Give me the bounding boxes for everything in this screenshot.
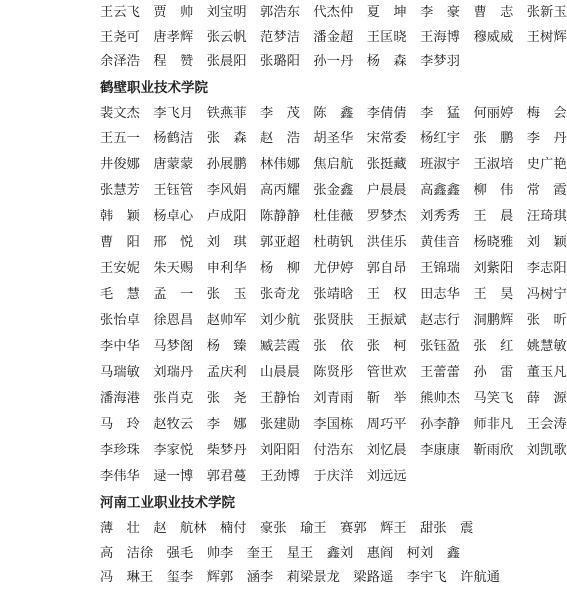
name-line: 裴文杰 李飞月 铁燕菲 李 茂 陈 鑫 李倩倩 李 猛 何丽婷 梅 会	[100, 106, 567, 121]
name-line: 潘海港 张肖克 张 尧 王静怡 刘青雨 靳 举 熊帅杰 马笑飞 薛 源	[100, 391, 567, 406]
name-line: 李伟华 逯一博 郭君蔓 王劲博 于庆洋 刘远远	[100, 469, 407, 484]
section-title-henan: 河南工业职业技术学院	[100, 495, 235, 511]
name-line: 张慧芳 王钰管 李风娟 高丙耀 张金鑫 户晨晨 高鑫鑫 柳 伟 常 霞	[100, 183, 567, 198]
name-line: 井俊娜 唐蒙蒙 孙展鹏 林伟娜 焦启航 张挺藏 班淑宇 王淑培 史广艳	[100, 157, 567, 172]
name-line: 韩 颖 杨卓心 卢成阳 陈静静 杜佳薇 罗梦杰 刘秀秀 王 晨 汪琦琪	[100, 209, 567, 224]
name-line: 马 玲 赵牧云 李 娜 张建勋 李国栋 周巧平 孙李静 师非凡 王会涛	[100, 417, 567, 432]
name-line: 薄 壮 赵 航林 楠付 豪张 瑜王 赛郭 辉王 甜张 震	[100, 521, 474, 536]
name-line: 余泽浩 程 赞 张晨阳 张璐阳 孙一丹 杨 森 李梦羽	[100, 54, 461, 69]
name-line: 王五一 杨鹤洁 张 森 赵 浩 胡圣华 宋常委 杨红宇 张 鹏 李 丹	[100, 131, 567, 146]
section-title-hebi: 鹤壁职业技术学院	[100, 80, 208, 96]
name-line: 高 洁徐 强毛 帅李 奎王 星王 鑫刘 惠阎 柯刘 鑫	[100, 546, 461, 561]
name-line: 李中华 马梦阁 杨 臻 臧芸霞 张 依 张 柯 张钰盈 张 红 姚慧敏	[100, 339, 567, 354]
name-line: 王尧可 唐孝辉 张云帆 范梦洁 潘金超 王匡晓 王海博 穆威威 王树辉	[100, 30, 567, 45]
name-line: 冯 琳王 玺李 辉郭 涵李 莉梁景龙 梁路遥 李宇飞 许航通	[100, 570, 501, 585]
name-line: 王云飞 贾 帅 刘宝明 郭浩东 代杰仲 夏 坤 李 豪 曹 志 张新玉	[100, 5, 567, 20]
name-line: 毛 慧 孟 一 张 玉 张奇龙 张靖晗 王 权 田志华 王 昊 冯树宁	[100, 287, 567, 302]
name-line: 张怡卓 徐恩昌 赵帅军 刘少航 张贤肤 王振斌 赵志行 洞鹏辉 张 昕	[100, 313, 567, 328]
name-line: 马瑞敏 刘瑞丹 孟庆利 山晨晨 陈贤彤 管世欢 王蕾蕾 孙 雷 董玉凡	[100, 365, 567, 380]
name-line: 曹 阳 邢 悦 刘 琪 郭亚超 杜萌钒 洪佳乐 黄佳音 杨晓雅 刘 颖	[100, 235, 567, 250]
name-line: 李珍珠 李家悦 柴梦丹 刘阳阳 付浩东 刘忆晨 李康康 靳雨欣 刘凯歌	[100, 443, 567, 458]
name-line: 王安妮 朱天赐 申利华 杨 柳 尤伊婷 郭自昂 王锦瑞 刘紫阳 李志阳	[100, 261, 567, 276]
